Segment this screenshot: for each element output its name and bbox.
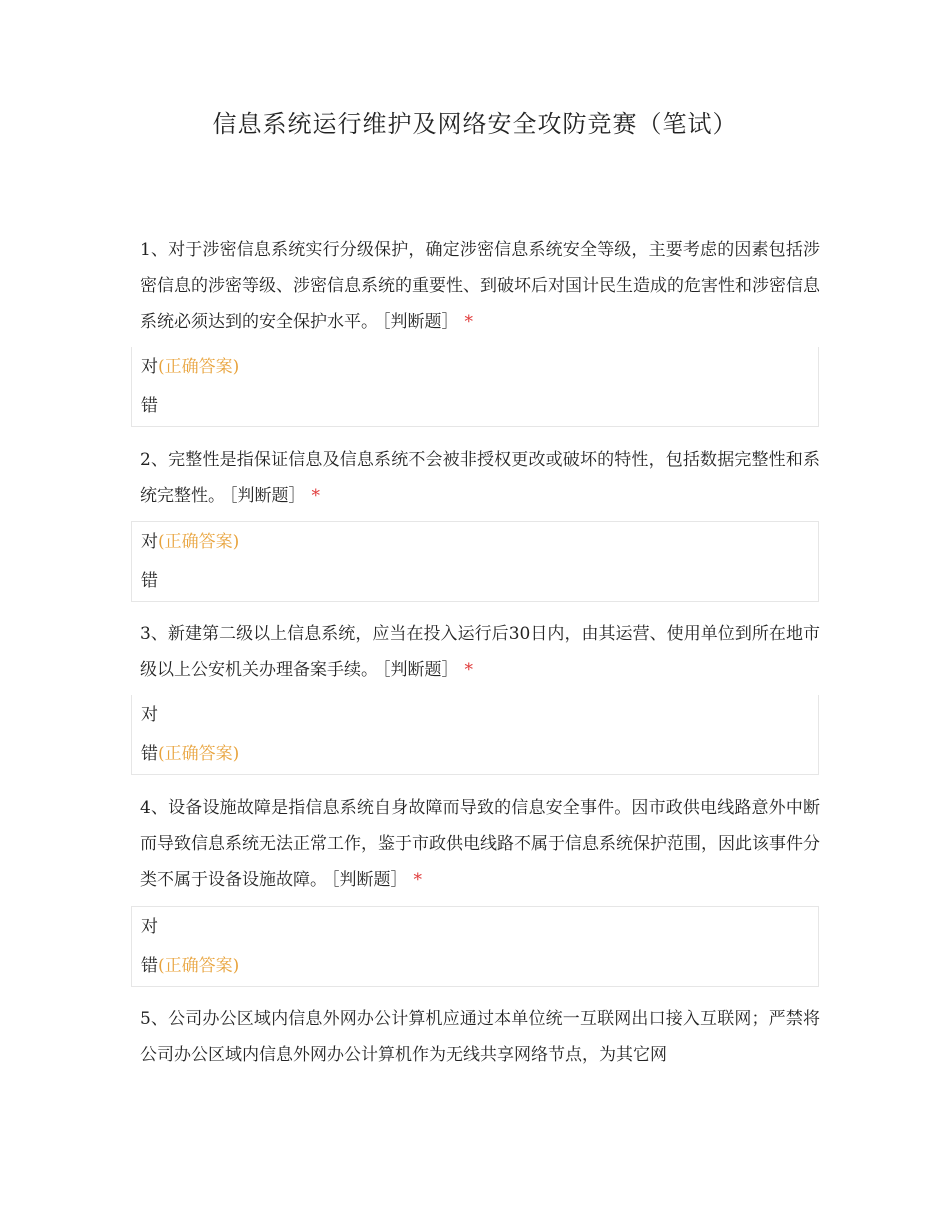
- question-text: 设备设施故障是指信息系统自身故障而导致的信息安全事件。因市政供电线路意外中断而导致信息系统无法正常工作，鉴于市政供电线路不属于信息系统保护范围，因此该事件分类不属于设备设施故障。: [140, 798, 820, 890]
- question-number: 1、: [140, 240, 169, 260]
- option-label: 对: [141, 532, 158, 552]
- question-5: [140, 1001, 820, 1073]
- question-text: 对于涉密信息系统实行分级保护，确定涉密信息系统安全等级，主要考虑的因素包括涉密信息的涉密等级、涉密信息系统的重要性、到破坏后对国计民生造成的危害性和涉密信息系统必须达到的安全保护水平。: [140, 240, 820, 332]
- option-label: 错: [141, 571, 158, 591]
- question-2: [140, 442, 820, 514]
- correct-answer-mark: (正确答案): [158, 956, 240, 976]
- option-true[interactable]: [132, 348, 818, 387]
- question-type-tag: ［判断题］: [382, 660, 459, 680]
- correct-answer-mark: (正确答案): [158, 532, 240, 552]
- question-number: 5、: [140, 1009, 169, 1029]
- answer-options-2: [131, 521, 819, 602]
- question-type-tag: ［判断题］: [382, 312, 459, 332]
- question-type-tag: ［判断题］: [331, 870, 408, 890]
- question-number: 3、: [140, 624, 168, 644]
- question-text: 完整性是指保证信息及信息系统不会被非授权更改或破坏的特性，包括数据完整性和系统完整性。: [140, 450, 820, 506]
- answer-options-3: [131, 695, 819, 775]
- required-asterisk-icon: *: [413, 870, 422, 890]
- answer-options-4: [131, 906, 819, 987]
- page-title: 信息系统运行维护及网络安全攻防竞赛（笔试）: [212, 110, 738, 138]
- question-type-tag: ［判断题］: [229, 486, 306, 506]
- option-label: 对: [141, 917, 158, 937]
- option-true[interactable]: [132, 523, 818, 562]
- required-asterisk-icon: *: [464, 312, 473, 332]
- option-false[interactable]: [132, 947, 818, 986]
- option-true[interactable]: [132, 696, 818, 735]
- option-label: 错: [141, 396, 158, 416]
- correct-answer-mark: (正确答案): [158, 357, 240, 377]
- question-number: 2、: [140, 450, 169, 470]
- option-label: 对: [141, 705, 158, 725]
- question-number: 4、: [140, 798, 169, 818]
- question-text: 新建第二级以上信息系统，应当在投入运行后30日内，由其运营、使用单位到所在地市级以上公安机关办理备案手续。: [140, 624, 820, 680]
- option-true[interactable]: [132, 908, 818, 947]
- question-3: [140, 616, 820, 688]
- option-label: 错: [141, 744, 158, 764]
- question-text: 公司办公区域内信息外网办公计算机应通过本单位统一互联网出口接入互联网；严禁将公司办公区域内信息外网办公计算机作为无线共享网络节点，为其它网: [140, 1009, 820, 1065]
- option-false[interactable]: [132, 735, 818, 774]
- answer-options-1: [131, 347, 819, 427]
- option-false[interactable]: [132, 387, 818, 426]
- question-1: [140, 232, 820, 340]
- option-label: 错: [141, 956, 158, 976]
- required-asterisk-icon: *: [311, 486, 320, 506]
- question-4: [140, 790, 820, 898]
- option-false[interactable]: [132, 562, 818, 601]
- option-label: 对: [141, 357, 158, 377]
- required-asterisk-icon: *: [464, 660, 473, 680]
- correct-answer-mark: (正确答案): [158, 744, 240, 764]
